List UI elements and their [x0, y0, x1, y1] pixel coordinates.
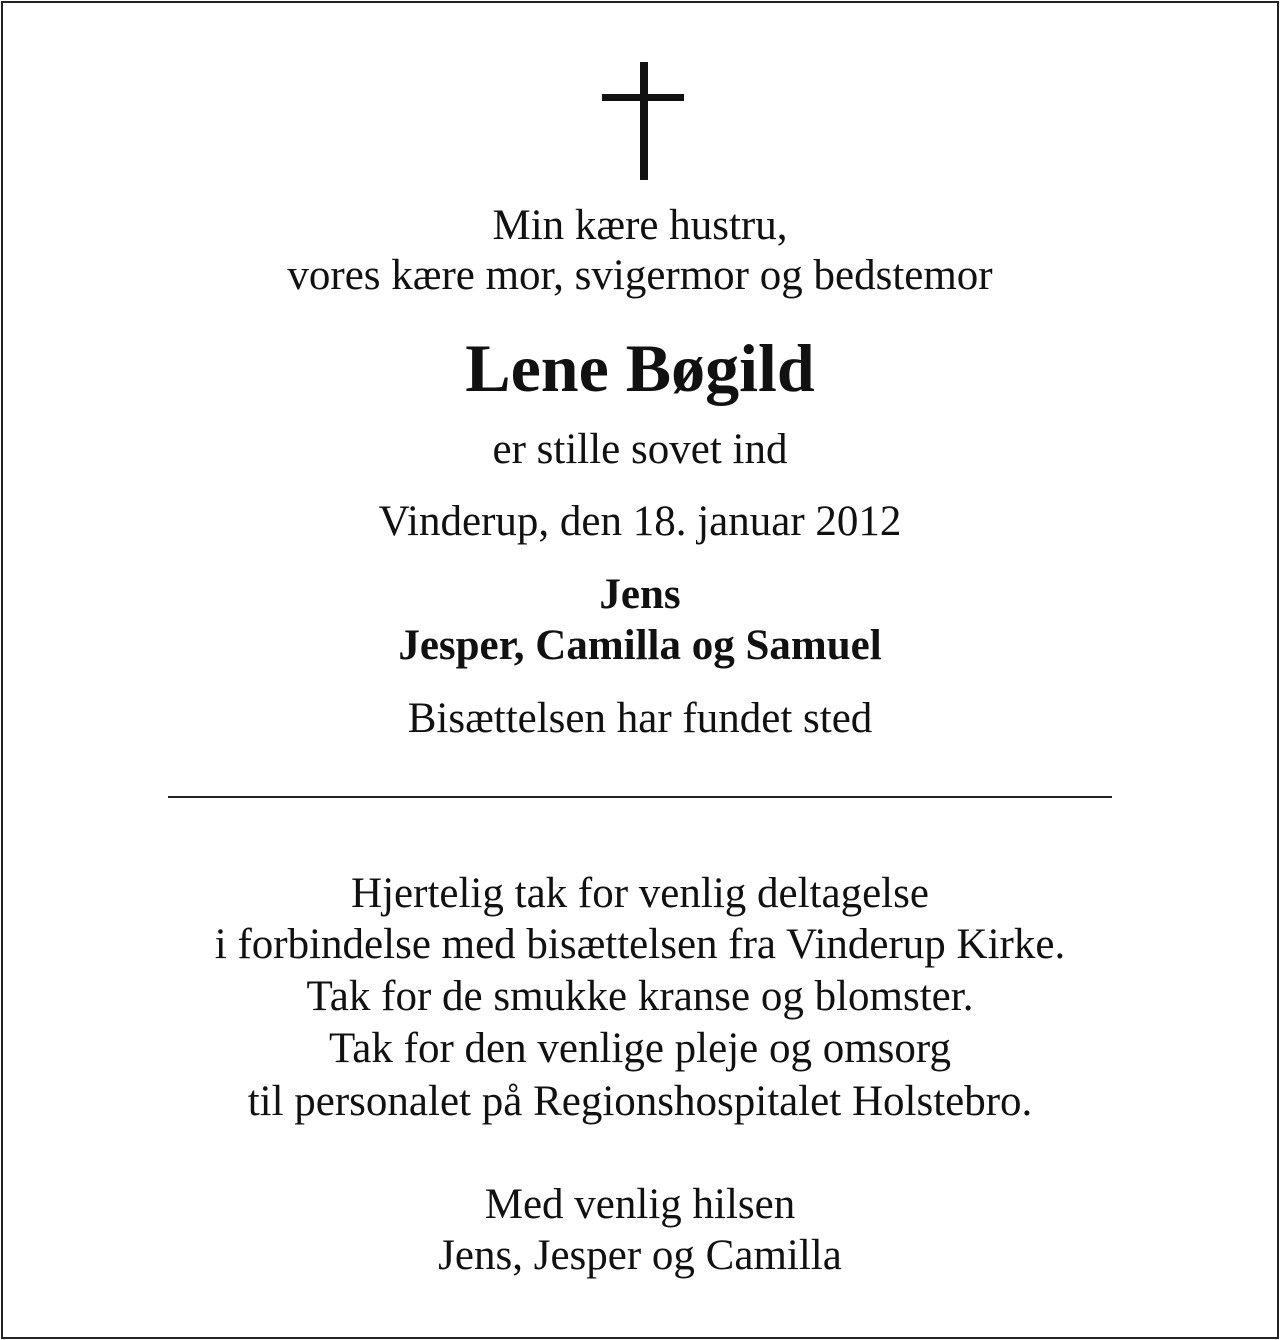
thanks-line: til personalet på Regionshospitalet Holstebro. [247, 1078, 1033, 1125]
closing-greeting: Med venlig hilsen [484, 1181, 796, 1228]
family-line-1: Jens [599, 571, 681, 618]
thanks-line: Tak for de smukke kranse og blomster. [306, 973, 974, 1020]
family-line-2: Jesper, Camilla og Samuel [398, 622, 882, 669]
funeral-note: Bisættelsen har fundet sted [407, 695, 873, 742]
thanks-line: Tak for den venlige pleje og omsorg [329, 1025, 951, 1072]
divider [168, 796, 1112, 798]
deceased-name: Lene Bøgild [465, 330, 815, 406]
thanks-line: Hjertelig tak for venlig deltagelse [351, 870, 929, 917]
closing-signatures: Jens, Jesper og Camilla [438, 1232, 842, 1279]
intro-line-2: vores kære mor, svigermor og bedstemor [287, 252, 993, 299]
cross-icon [602, 62, 684, 180]
intro-line-1: Min kære hustru, [492, 202, 788, 249]
place-and-date: Vinderup, den 18. januar 2012 [378, 498, 902, 545]
passed-away-phrase: er stille sovet ind [492, 426, 788, 473]
thanks-line: i forbindelse med bisættelsen fra Vinderup Kirke. [214, 921, 1066, 968]
